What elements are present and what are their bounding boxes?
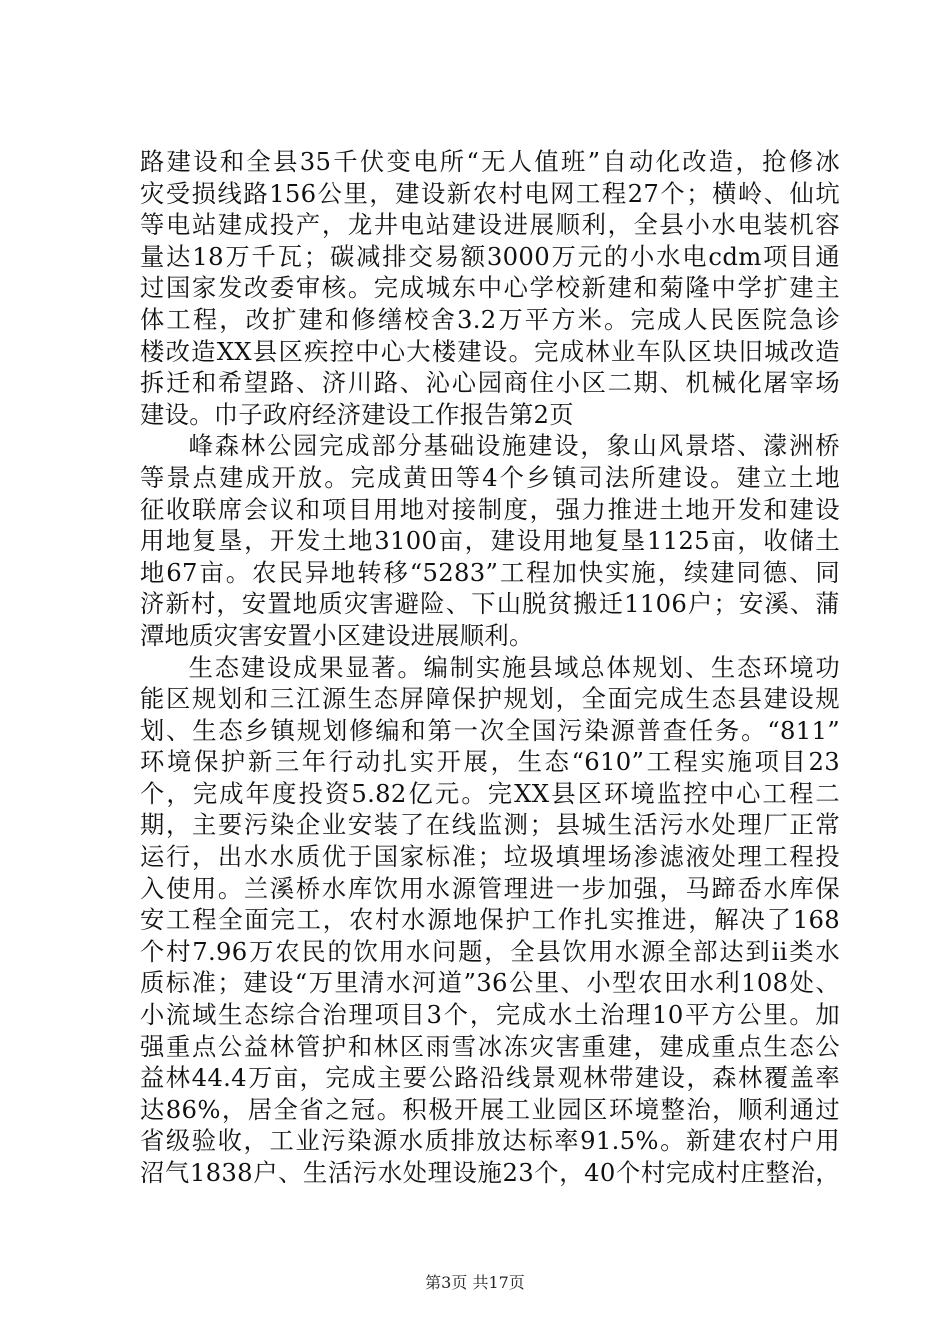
paragraph-line: 个村7.96万农民的饮用水问题，全县饮用水源全部达到ii类水: [140, 936, 840, 966]
paragraph-line: 小流域生态综合治理项目3个，完成水土治理10平方公里。加: [140, 1000, 840, 1030]
paragraph-line: 拆迁和希望路、济川路、沁心园商住小区二期、机械化屠宰场: [140, 368, 840, 398]
paragraph-line: 建设。巾子政府经济建设工作报告第2页: [140, 399, 574, 429]
paragraph-line: 等景点建成开放。完成黄田等4个乡镇司法所建设。建立土地: [140, 462, 840, 492]
paragraph-line: 质标准；建设“万里清水河道”36公里、小型农田水利108处、: [140, 968, 840, 998]
paragraph-line: 益林44.4万亩，完成主要公路沿线景观林带建设，森林覆盖率: [140, 1063, 840, 1093]
paragraph-line: 峰森林公园完成部分基础设施建设，象山风景塔、濛洲桥: [188, 431, 840, 461]
paragraph-line: 过国家发改委审核。完成城东中心学校新建和菊隆中学扩建主: [140, 273, 840, 303]
paragraph-line: 能区规划和三江源生态屏障保护规划，全面完成生态县建设规: [140, 684, 840, 714]
paragraph-line: 个，完成年度投资5.82亿元。完XX县区环境监控中心工程二: [140, 778, 840, 808]
paragraph-line: 体工程，改扩建和修缮校舍3.2万平方米。完成人民医院急诊: [140, 304, 840, 334]
paragraph-2: [140, 430, 840, 651]
page-footer: 第3页 共17页: [425, 1273, 525, 1292]
paragraph-line: 楼改造XX县区疾控中心大楼建设。完成林业车队区块旧城改造: [140, 336, 840, 366]
paragraph-line: 环境保护新三年行动扎实开展，生态“610”工程实施项目23: [140, 747, 840, 777]
paragraph-line: 安工程全面完工，农村水源地保护工作扎实推进，解决了168: [140, 905, 840, 935]
paragraph-1: [140, 146, 840, 430]
paragraph-line: 划、生态乡镇规划修编和第一次全国污染源普查任务。“811”: [140, 715, 840, 745]
paragraph-line: 生态建设成果显著。编制实施县域总体规划、生态环境功: [188, 652, 840, 682]
paragraph-line: 潭地质灾害安置小区建设进展顺利。: [140, 620, 534, 650]
paragraph-line: 等电站建成投产，龙井电站建设进展顺利，全县小水电装机容: [140, 210, 840, 240]
paragraph-line: 量达18万千瓦；碳减排交易额3000万元的小水电cdm项目通: [140, 241, 840, 271]
paragraph-line: 路建设和全县35千伏变电所“无人值班”自动化改造，抢修冰: [140, 147, 840, 176]
paragraph-line: 沼气1838户、生活污水处理设施23个，40个村完成村庄整治，: [140, 1158, 840, 1187]
paragraph-3: [140, 652, 840, 1189]
paragraph-line: 期，主要污染企业安装了在线监测；县城生活污水处理厂正常: [140, 810, 840, 840]
paragraph-line: 强重点公益林管护和林区雨雪冰冻灾害重建，建成重点生态公: [140, 1031, 840, 1061]
paragraph-line: 灾受损线路156公里，建设新农村电网工程27个；横岭、仙坑: [140, 178, 840, 208]
paragraph-line: 济新村，安置地质灾害避险、下山脱贫搬迁1106户；安溪、蒲: [140, 589, 840, 619]
paragraph-line: 用地复垦，开发土地3100亩，建设用地复垦1125亩，收储土: [140, 526, 840, 556]
paragraph-line: 地67亩。农民异地转移“5283”工程加快实施，续建同德、同: [140, 557, 840, 587]
paragraph-line: 达86%，居全省之冠。积极开展工业园区环境整治，顺利通过: [140, 1094, 840, 1124]
document-body: [140, 146, 840, 1189]
paragraph-line: 入使用。兰溪桥水库饮用水源管理进一步加强，马蹄岙水库保: [140, 873, 840, 903]
paragraph-line: 省级验收，工业污染源水质排放达标率91.5%。新建农村户用: [140, 1126, 840, 1156]
paragraph-line: 征收联席会议和项目用地对接制度，强力推进土地开发和建设: [140, 494, 840, 524]
paragraph-line: 运行，出水水质优于国家标准；垃圾填埋场渗滤液处理工程投: [140, 842, 840, 872]
